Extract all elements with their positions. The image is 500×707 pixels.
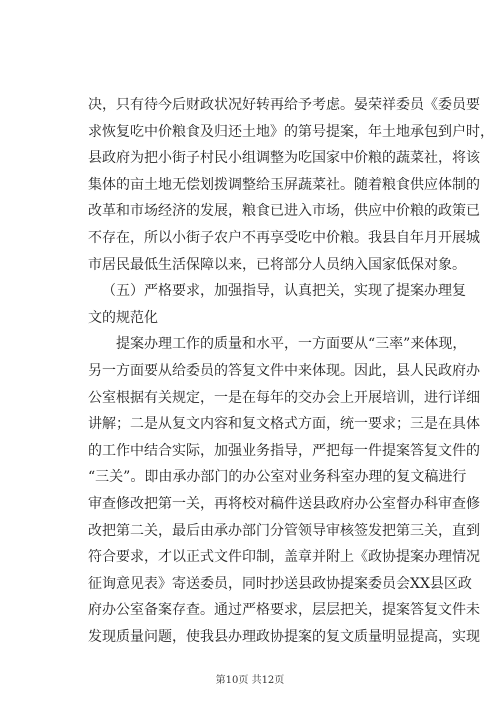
text-line: 的工作中结合实际，加强业务指导，严把每一件提案答复文件的 (88, 442, 480, 459)
text-line: 集体的亩土地无偿划拨调整给玉屏蔬菜社。随着粮食供应体制的 (88, 176, 480, 193)
text-line: 求恢复吃中价粮食及归还土地》的第号提案，年土地承包到户时， (88, 123, 494, 140)
section-heading-line: 文的规范化 (88, 309, 158, 326)
text-line: 不存在，所以小街子农户不再享受吃中价粮。我县自年月开展城 (88, 229, 480, 246)
text-line: 公室根据有关规定，一是在每年的交办会上开展培训，进行详细 (88, 389, 480, 406)
text-line: 发现质量问题，使我县办理政协提案的复文质量明显提高，实现 (88, 628, 480, 645)
text-line: 提案办理工作的质量和水平，一方面要从“三率”来体现， (116, 336, 467, 353)
text-line: 审查修改把第一关，再将校对稿件送县政府办公室督办科审查修 (88, 495, 480, 512)
text-line: 县政府为把小街子村民小组调整为吃国家中价粮的蔬菜社，将该 (88, 150, 480, 167)
body-text (88, 92, 494, 650)
page-number-footer: 第10页 共12页 (215, 675, 285, 686)
text-line: 符合要求，才以正式文件印制，盖章并附上《政协提案办理情况 (88, 549, 480, 566)
text-line: 征询意见表》寄送委员，同时抄送县政协提案委员会XX县区政 (88, 575, 472, 592)
section-heading-line: （五）严格要求，加强指导，认真把关，实现了提案办理复 (102, 283, 466, 300)
text-line: 决，只有待今后财政状况好转再给予考虑。晏荣祥委员《委员要 (88, 97, 480, 113)
text-line: 讲解；二是从复文内容和复文格式方面，统一要求；三是在具体 (88, 416, 480, 433)
text-line: 另一方面要从给委员的答复文件中来体现。因此，县人民政府办 (88, 362, 480, 379)
text-line: 府办公室备案存查。通过严格要求，层层把关，提案答复文件未 (88, 602, 480, 619)
text-line: 改把第二关，最后由承办部门分管领导审核签发把第三关，直到 (88, 522, 480, 539)
text-line: 市居民最低生活保障以来，已将部分人员纳入国家低保对象。 (88, 256, 466, 273)
text-line: “三关”。即由承办部门的办公室对业务科室办理的复文稿进行 (88, 469, 467, 486)
text-line: 改革和市场经济的发展，粮食已进入市场，供应中价粮的政策已 (88, 203, 480, 220)
